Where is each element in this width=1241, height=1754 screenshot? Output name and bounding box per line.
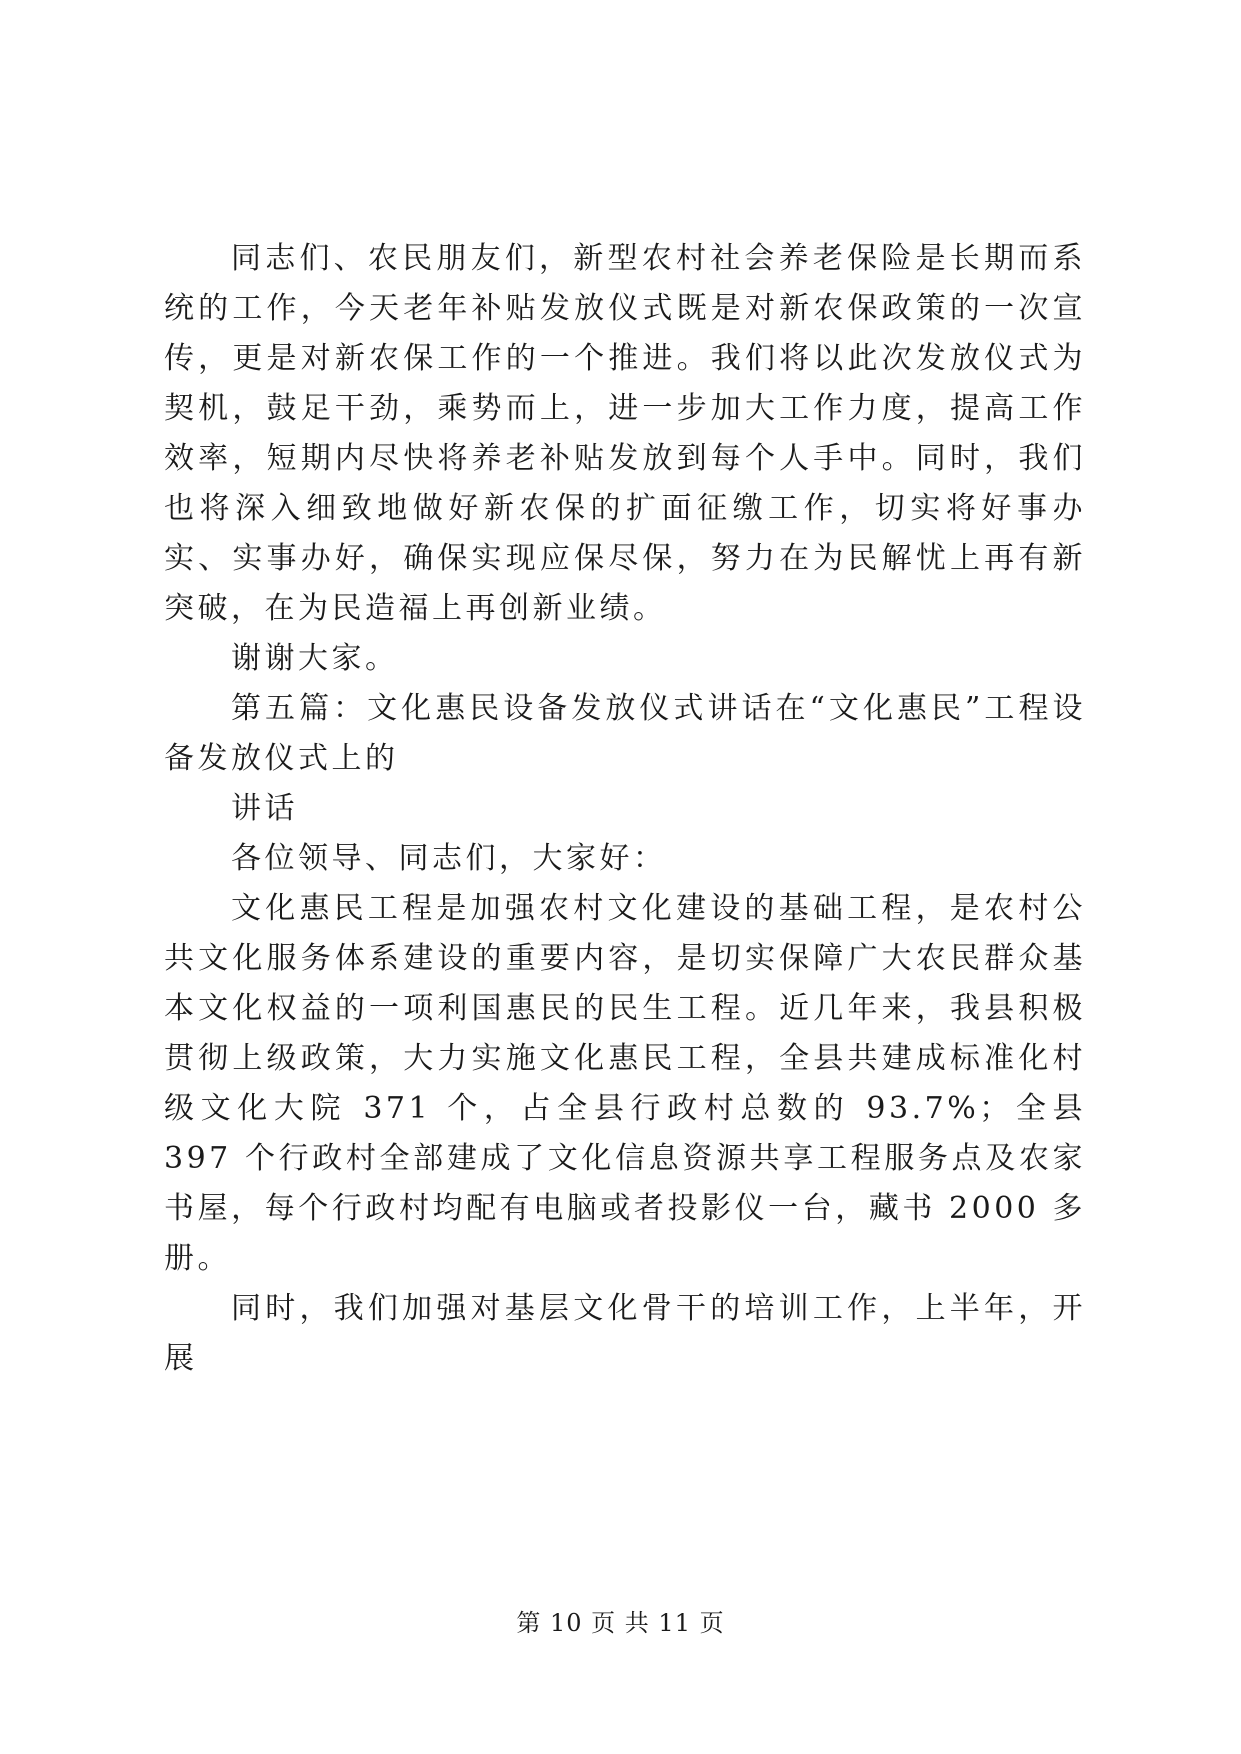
paragraph-culture-project: 文化惠民工程是加强农村文化建设的基础工程，是农村公共文化服务体系建设的重要内容，是切实保障广大农民群众基本文化权益的一项利国惠民的民生工程。近几年来，我县积极贯彻上级政策，大力实施文化惠民工程，全县共建成标准化村级文化大院 371 个，占全县行政村总数的 93.7%；全县 397 个行政村全部建成了文化信息资源共享工程服务点及农家书屋，每个行政村均配有电脑或者投影仪一台，藏书 2000 多册。 [164,891,1086,1276]
paragraph-thanks: 谢谢大家。 [231,641,399,676]
page-number-label: 第 10 页 共 11 页 [516,1609,725,1637]
paragraph-training: 同时，我们加强对基层文化骨干的培训工作，上半年，开展 [164,1291,1086,1376]
paragraph-speech-label: 讲话 [231,791,298,826]
document-body [164,234,1086,1384]
paragraph-greeting: 各位领导、同志们，大家好： [231,841,667,876]
page-footer [0,1608,1241,1638]
paragraph-pension-closing: 同志们、农民朋友们，新型农村社会养老保险是长期而系统的工作，今天老年补贴发放仪式既是对新农保政策的一次宣传，更是对新农保工作的一个推进。我们将以此次发放仪式为契机，鼓足干劲，乘势而上，进一步加大工作力度，提高工作效率，短期内尽快将养老补贴发放到每个人手中。同时，我们也将深入细致地做好新农保的扩面征缴工作，切实将好事办实、实事办好，确保实现应保尽保，努力在为民解忧上再有新突破，在为民造福上再创新业绩。 [164,241,1086,626]
paragraph-section-title: 第五篇：文化惠民设备发放仪式讲话在“文化惠民”工程设备发放仪式上的 [164,691,1086,776]
